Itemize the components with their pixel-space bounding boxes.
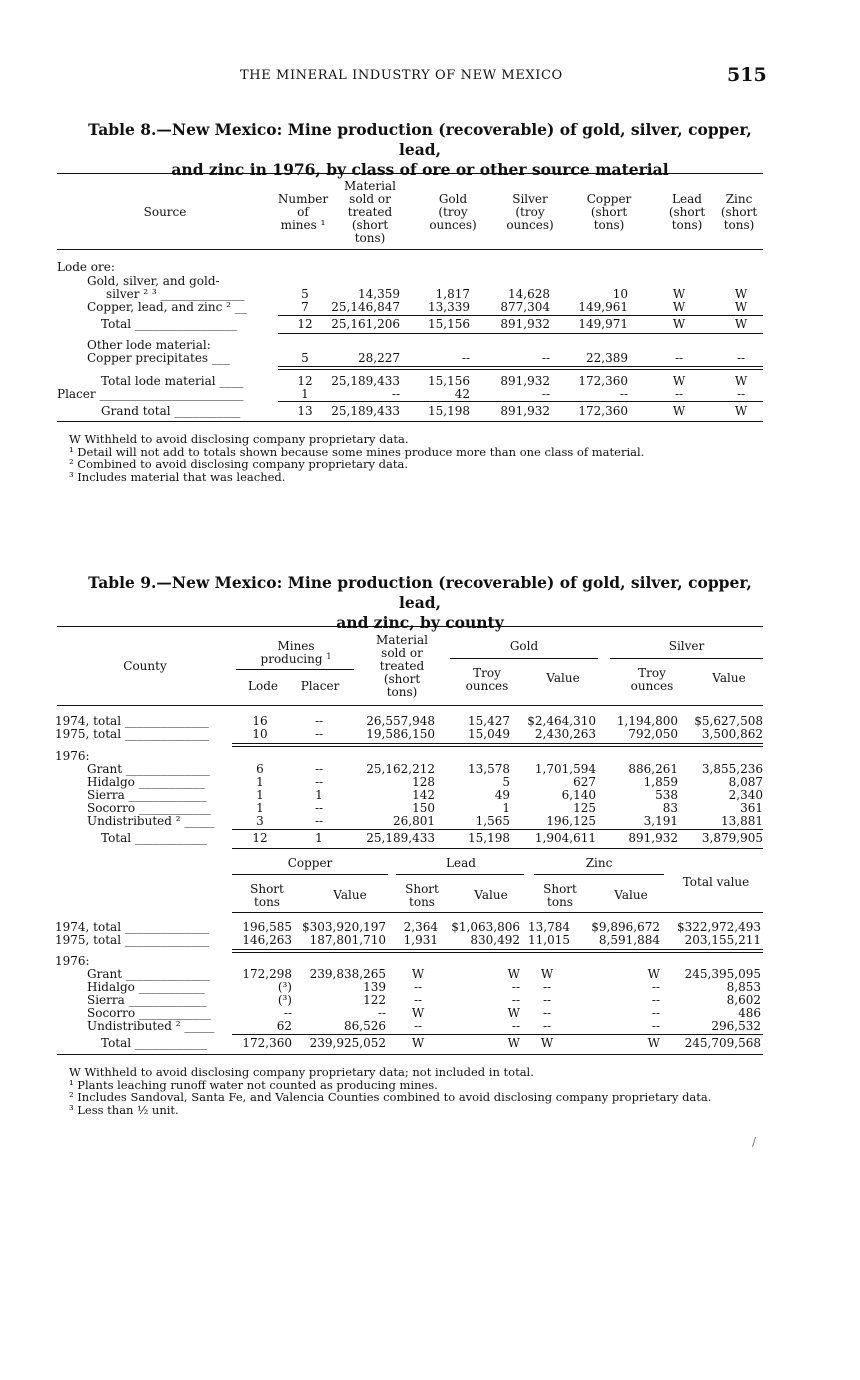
- t8-row-gsg-cell-2: 1,817: [435, 287, 470, 301]
- t9b-1974-label: 1974, total ______________: [55, 920, 209, 934]
- t8-row-grand-cell-2: 15,198: [428, 404, 470, 418]
- t9-total-label: Total ____________: [101, 831, 207, 845]
- t9-row-1975-cell-0: 10: [252, 727, 268, 741]
- t8-row-cp-cell-4: 22,389: [586, 351, 628, 365]
- t9b-row-total-cell-6: 245,709,568: [684, 1036, 761, 1050]
- t9-lead-rule: [396, 874, 524, 875]
- t8-row-total-cell-3: 891,932: [500, 317, 550, 331]
- t9-note-1: ¹ Plants leaching runoff water not counted as producing mines.: [69, 1077, 438, 1092]
- t9-row-1975-cell-1: --: [314, 727, 324, 741]
- t9b-row-1975-cell-6: 203,155,211: [684, 933, 761, 947]
- t9b-row-1974-cell-3: $1,063,806: [451, 920, 520, 934]
- t9-head-lead: Lead: [446, 856, 476, 870]
- t9-row-sierra-cell-6: 2,340: [728, 788, 763, 802]
- t9b-row-1975-cell-3: 830,492: [470, 933, 520, 947]
- t8-row-tlm-cell-0: 12: [297, 374, 313, 388]
- t9-row-sierra-cell-5: 538: [655, 788, 678, 802]
- table8-title: [70, 120, 770, 180]
- t9b-row-sierra-cell-5: --: [651, 993, 660, 1007]
- t9b-row-socorro-cell-3: W: [507, 1006, 520, 1020]
- t8-sum-rule-4: [278, 369, 763, 370]
- t8-row-grand-cell-0: 13: [297, 404, 313, 418]
- t9b-undist-label: Undistributed ² _____: [87, 1019, 215, 1033]
- t9-row-undistributed-cell-2: 26,801: [393, 814, 435, 828]
- t9b-row-grant-cell-1: 239,838,265: [309, 967, 386, 981]
- t8-head-source: Source: [143, 205, 187, 219]
- t9b-row-undistributed-cell-5: --: [651, 1019, 660, 1033]
- t9-row-1975-cell-4: 2,430,263: [534, 727, 596, 741]
- t8-head-zinc: Zinc (short tons): [720, 192, 758, 232]
- t9-undist-label: Undistributed ² _____: [87, 814, 215, 828]
- t9b-row-socorro-cell-6: 486: [738, 1006, 761, 1020]
- table8-notes: [57, 433, 763, 483]
- t9b-row-undistributed-cell-3: --: [511, 1019, 520, 1033]
- t8-head-lead: Lead (short tons): [668, 192, 706, 232]
- t9b-row-hidalgo-cell-0: (³): [277, 980, 292, 994]
- t9-row-grant-cell-1: --: [314, 762, 324, 776]
- t9b-row-1974-cell-5: $9,896,672: [591, 920, 660, 934]
- t9b-row-grant-cell-3: W: [507, 967, 520, 981]
- t9b-row-sierra-cell-4: --: [542, 993, 552, 1007]
- table9-bottom-rule: [57, 1054, 763, 1055]
- t9-head-gold-value: Value: [546, 671, 580, 685]
- t9-row-socorro-cell-5: 83: [662, 801, 678, 815]
- t9-row-socorro-cell-3: 1: [502, 801, 510, 815]
- t9b-row-hidalgo-cell-5: --: [651, 980, 660, 994]
- t9b-row-undistributed-cell-2: --: [413, 1019, 423, 1033]
- t9-row-socorro-cell-4: 125: [573, 801, 596, 815]
- t8-row-gsg-cell-0: 5: [301, 287, 309, 301]
- t8-clz-label: Copper, lead, and zinc ² __: [87, 300, 247, 314]
- table9-title-line1: Table 9.—New Mexico: Mine production (recoverable) of gold, silver, copper, lead,: [88, 573, 752, 612]
- t9-row-1974-cell-3: 15,427: [468, 714, 510, 728]
- t9-row-1975-cell-6: 3,500,862: [701, 727, 763, 741]
- t8-row-clz-cell-2: 13,339: [428, 300, 470, 314]
- t9b-row-hidalgo-cell-2: --: [413, 980, 423, 994]
- t9-row-total-cell-2: 25,189,433: [366, 831, 435, 845]
- t8-row-grand-cell-6: W: [734, 404, 748, 418]
- t8-row-total-cell-4: 149,971: [578, 317, 628, 331]
- t8-row-clz-cell-5: W: [672, 300, 686, 314]
- t9-1974-label: 1974, total ______________: [55, 714, 209, 728]
- t9b-row-1975-cell-4: 11,015: [528, 933, 570, 947]
- t9-row-grant-cell-0: 6: [256, 762, 264, 776]
- t9-row-hidalgo-cell-0: 1: [256, 775, 264, 789]
- t9-row-undistributed-cell-3: 1,565: [475, 814, 510, 828]
- t9-grant-label: Grant ______________: [87, 762, 210, 776]
- t9b-row-1974-cell-0: 196,585: [242, 920, 292, 934]
- t9b-row-1974-cell-1: $303,920,197: [302, 920, 386, 934]
- t8-other-lode: Other lode material:: [87, 338, 211, 352]
- t8-note-3: ³ Includes material that was leached.: [69, 469, 286, 484]
- t9-row-hidalgo-cell-5: 1,859: [643, 775, 678, 789]
- t9-head-silver-troy: Troy ounces: [630, 666, 674, 693]
- t8-total-label: Total _________________: [101, 317, 237, 331]
- t9-mines-rule: [236, 669, 354, 670]
- t9-head-lead-tons: Short tons: [405, 882, 439, 909]
- t9-head-lode: Lode: [248, 679, 278, 693]
- t9-row-hidalgo-cell-2: 128: [412, 775, 435, 789]
- t9b-row-total-cell-4: W: [540, 1036, 554, 1050]
- t9b-hidalgo-label: Hidalgo ___________: [87, 980, 205, 994]
- t8-row-grand-cell-3: 891,932: [500, 404, 550, 418]
- t9b-row-1974-cell-2: 2,364: [403, 920, 438, 934]
- t8-row-placer-cell-1: --: [391, 387, 400, 401]
- t8-row-clz-cell-3: 877,304: [500, 300, 550, 314]
- t9-row-undistributed-cell-0: 3: [256, 814, 264, 828]
- t9b-1975-label: 1975, total ______________: [55, 933, 209, 947]
- t9-row-socorro-cell-0: 1: [256, 801, 264, 815]
- t8-row-grand-cell-4: 172,360: [578, 404, 628, 418]
- t9b-row-1975-cell-2: 1,931: [403, 933, 438, 947]
- t8-row-placer-cell-5: --: [674, 387, 684, 401]
- t9b-row-grant-cell-5: W: [647, 967, 660, 981]
- t9-gold-rule: [450, 658, 598, 659]
- t9-head-gold: Gold: [509, 639, 539, 653]
- t9-row-total-cell-5: 891,932: [628, 831, 678, 845]
- t9b-row-grant-cell-6: 245,395,095: [684, 967, 761, 981]
- t9-head-copper: Copper: [287, 856, 333, 870]
- t8-sum-rule-5: [278, 401, 763, 402]
- t9b-socorro-label: Socorro ____________: [87, 1006, 211, 1020]
- t8-sum-rule-3: [278, 366, 763, 367]
- t8-row-placer-cell-3: --: [541, 387, 550, 401]
- t9b-row-total-cell-3: W: [507, 1036, 520, 1050]
- t8-gsg-label2: silver ² ³ ______________: [106, 287, 245, 301]
- t9b-row-undistributed-cell-1: 86,526: [344, 1019, 386, 1033]
- t9b-total-label: Total ____________: [101, 1036, 207, 1050]
- t8-row-tlm-cell-4: 172,360: [578, 374, 628, 388]
- t8-row-placer-cell-2: 42: [454, 387, 470, 401]
- running-head: [0, 66, 860, 88]
- t9-row-1974-cell-4: $2,464,310: [527, 714, 596, 728]
- t8-row-grand-cell-1: 25,189,433: [331, 404, 400, 418]
- t9-socorro-label: Socorro ____________: [87, 801, 211, 815]
- t9b-row-grant-cell-0: 172,298: [242, 967, 292, 981]
- table9-title-line2: and zinc, by county: [336, 613, 504, 632]
- t9-row-grant-cell-4: 1,701,594: [534, 762, 596, 776]
- t9-row-grant-cell-2: 25,162,212: [366, 762, 435, 776]
- t9b-rule-b: [232, 952, 763, 953]
- t9-head-gold-troy: Troy ounces: [465, 666, 509, 693]
- t8-row-placer-cell-0: 1: [301, 387, 309, 401]
- t8-lode-ore: Lode ore:: [57, 260, 115, 274]
- t9b-row-hidalgo-cell-3: --: [511, 980, 520, 994]
- t8-row-cp-cell-2: --: [461, 351, 470, 365]
- t9-note-3: ³ Less than ½ unit.: [69, 1102, 179, 1117]
- t9b-row-undistributed-cell-4: --: [542, 1019, 552, 1033]
- t9-head-total-value: Total value: [682, 875, 750, 889]
- t9b-row-1974-cell-6: $322,972,493: [677, 920, 761, 934]
- page-number: 515: [727, 64, 767, 86]
- t8-row-clz-cell-6: W: [734, 300, 748, 314]
- t9b-row-1975-cell-1: 187,801,710: [309, 933, 386, 947]
- t9b-row-sierra-cell-6: 8,602: [726, 993, 761, 1007]
- t9-row-socorro-cell-6: 361: [740, 801, 763, 815]
- t9-head-county: County: [123, 659, 167, 673]
- t8-row-total-cell-2: 15,156: [428, 317, 470, 331]
- t9-row-sierra-cell-3: 49: [494, 788, 510, 802]
- t9-row-total-cell-0: 12: [252, 831, 268, 845]
- margin-mark: /: [752, 1135, 757, 1149]
- table8-title-line2: and zinc in 1976, by class of ore or other source material: [171, 160, 669, 179]
- t8-row-placer-cell-4: --: [619, 387, 628, 401]
- t9-top-rule-c: [232, 829, 763, 830]
- t9b-row-undistributed-cell-6: 296,532: [711, 1019, 761, 1033]
- t9-row-hidalgo-cell-3: 5: [502, 775, 510, 789]
- t9-silver-rule: [610, 658, 763, 659]
- t8-row-placer-cell-6: --: [736, 387, 746, 401]
- table8-header-rule: [57, 249, 763, 250]
- t9-head-zinc-tons: Short tons: [543, 882, 577, 909]
- t9-head-silver: Silver: [668, 639, 705, 653]
- t8-note-1: ¹ Detail will not add to totals shown because some mines produce more than one class of material.: [69, 444, 645, 459]
- t9-head-lead-value: Value: [474, 888, 508, 902]
- t9-head-placer: Placer: [300, 679, 340, 693]
- t9-row-sierra-cell-2: 142: [412, 788, 435, 802]
- t9-row-1974-cell-6: $5,627,508: [694, 714, 763, 728]
- t9-note-2: ² Includes Sandoval, Santa Fe, and Valencia Counties combined to avoid disclosing company proprietary data.: [69, 1090, 712, 1104]
- t9-row-1974-cell-0: 16: [252, 714, 268, 728]
- t9-head-copper-tons: Short tons: [250, 882, 284, 909]
- t8-sum-rule-1: [278, 315, 763, 316]
- t9b-row-sierra-cell-2: --: [413, 993, 423, 1007]
- table9-notes: [57, 1066, 763, 1116]
- t8-note-w: W Withheld to avoid disclosing company proprietary data.: [69, 432, 409, 446]
- t9-row-1975-cell-2: 19,586,150: [366, 727, 435, 741]
- t9-row-sierra-cell-1: 1: [315, 788, 323, 802]
- t9-row-1974-cell-2: 26,557,948: [366, 714, 435, 728]
- t8-row-tlm-cell-1: 25,189,433: [331, 374, 400, 388]
- t9b-row-total-cell-2: W: [411, 1036, 425, 1050]
- t9b-row-socorro-cell-4: --: [542, 1006, 552, 1020]
- t9b-sierra-label: Sierra _____________: [87, 993, 207, 1007]
- t9b-row-socorro-cell-5: --: [651, 1006, 660, 1020]
- t8-head-gold: Gold (troy ounces): [429, 192, 477, 232]
- table9-header-rule: [57, 705, 763, 706]
- t9-head-silver-value: Value: [712, 671, 746, 685]
- t9-row-hidalgo-cell-4: 627: [573, 775, 596, 789]
- t9b-rule-c: [232, 1034, 763, 1035]
- t8-row-cp-cell-5: --: [674, 351, 684, 365]
- t8-row-cp-cell-3: --: [541, 351, 550, 365]
- running-title: THE MINERAL INDUSTRY OF NEW MEXICO: [240, 68, 563, 83]
- t9b-row-total-cell-5: W: [647, 1036, 660, 1050]
- t9-row-1975-cell-3: 15,049: [468, 727, 510, 741]
- t8-placer-label: Placer ________________________: [57, 387, 244, 401]
- t9-top-rule-b: [232, 746, 763, 747]
- t8-tlm-label: Total lode material ____: [101, 374, 244, 388]
- t9-row-sierra-cell-0: 1: [256, 788, 264, 802]
- table9-title: [70, 573, 770, 633]
- table8-bottom-rule: [57, 421, 763, 422]
- t8-row-gsg-cell-3: 14,628: [508, 287, 550, 301]
- t8-row-cp-cell-1: 28,227: [358, 351, 400, 365]
- t8-row-total-cell-5: W: [672, 317, 686, 331]
- t9-top-rule-a: [232, 743, 763, 744]
- t9b-rule-a: [232, 949, 763, 950]
- t8-row-cp-cell-6: --: [736, 351, 746, 365]
- t8-head-silver: Silver (troy ounces): [506, 192, 554, 232]
- t9-sierra-label: Sierra _____________: [87, 788, 207, 802]
- t9-head-copper-value: Value: [333, 888, 367, 902]
- t9b-row-hidalgo-cell-6: 8,853: [726, 980, 761, 994]
- t9-head-material: Material sold or treated (short tons): [376, 633, 428, 699]
- t8-head-mines: Number of mines ¹: [277, 192, 329, 232]
- t9b-row-total-cell-1: 239,925,052: [309, 1036, 386, 1050]
- t8-head-copper: Copper (short tons): [586, 192, 632, 232]
- t9b-row-sierra-cell-0: (³): [277, 993, 292, 1007]
- t9-row-1974-cell-5: 1,194,800: [616, 714, 678, 728]
- t8-row-total-cell-6: W: [734, 317, 748, 331]
- table8-top-rule: [57, 173, 763, 174]
- t9-note-w: W Withheld to avoid disclosing company proprietary data; not included in total.: [69, 1065, 534, 1079]
- t9-row-hidalgo-cell-1: --: [314, 775, 324, 789]
- t9-row-total-cell-1: 1: [315, 831, 323, 845]
- t8-row-tlm-cell-2: 15,156: [428, 374, 470, 388]
- t8-row-gsg-cell-4: 10: [612, 287, 628, 301]
- t9b-row-socorro-cell-0: --: [283, 1006, 292, 1020]
- t9b-row-undistributed-cell-0: 62: [276, 1019, 292, 1033]
- t9b-row-grant-cell-2: W: [411, 967, 425, 981]
- t9-row-total-cell-3: 15,198: [468, 831, 510, 845]
- t8-cp-label: Copper precipitates ___: [87, 351, 230, 365]
- t8-sum-rule-2: [278, 333, 763, 334]
- t9-row-socorro-cell-1: --: [314, 801, 324, 815]
- t9-zinc-rule: [534, 874, 664, 875]
- t9-row-grant-cell-3: 13,578: [468, 762, 510, 776]
- t9b-row-hidalgo-cell-4: --: [542, 980, 552, 994]
- t9-head-zinc: Zinc: [585, 856, 613, 870]
- t9b-row-grant-cell-4: W: [540, 967, 554, 981]
- t8-row-cp-cell-0: 5: [301, 351, 309, 365]
- t8-gsg-label1: Gold, silver, and gold-: [87, 274, 220, 288]
- t8-head-material: Material sold or treated (short tons): [344, 179, 396, 245]
- t9-row-1974-cell-1: --: [314, 714, 324, 728]
- t9-row-undistributed-cell-1: --: [314, 814, 324, 828]
- t9-row-sierra-cell-4: 6,140: [561, 788, 596, 802]
- t9-hidalgo-label: Hidalgo ___________: [87, 775, 205, 789]
- t9-row-1975-cell-5: 792,050: [628, 727, 678, 741]
- t9b-row-total-cell-0: 172,360: [242, 1036, 292, 1050]
- t9b-row-1974-cell-4: 13,784: [528, 920, 570, 934]
- t9b-grant-label: Grant ______________: [87, 967, 210, 981]
- t9b-row-1975-cell-0: 146,263: [242, 933, 292, 947]
- t9-bottom-header-rule: [232, 912, 763, 913]
- t8-grand-label: Grand total ___________: [101, 404, 241, 418]
- t9-head-zinc-value: Value: [614, 888, 648, 902]
- t9-copper-rule: [232, 874, 388, 875]
- t9-top-rule-d: [232, 848, 763, 849]
- t8-row-gsg-cell-6: W: [734, 287, 748, 301]
- t9-row-undistributed-cell-4: 196,125: [546, 814, 596, 828]
- t8-row-gsg-cell-1: 14,359: [358, 287, 400, 301]
- t8-row-tlm-cell-3: 891,932: [500, 374, 550, 388]
- t9-row-hidalgo-cell-6: 8,087: [728, 775, 763, 789]
- t9-year-1976: 1976:: [55, 749, 90, 763]
- t9-row-undistributed-cell-6: 13,881: [721, 814, 763, 828]
- t9b-row-1975-cell-5: 8,591,884: [598, 933, 660, 947]
- t9b-row-sierra-cell-3: --: [511, 993, 520, 1007]
- t8-row-clz-cell-4: 149,961: [578, 300, 628, 314]
- t9-row-socorro-cell-2: 150: [412, 801, 435, 815]
- t8-row-total-cell-1: 25,161,206: [331, 317, 400, 331]
- t9-row-total-cell-6: 3,879,905: [701, 831, 763, 845]
- t9-head-mines: Mines producing $^1$: [260, 639, 332, 666]
- t8-row-clz-cell-1: 25,146,847: [331, 300, 400, 314]
- t8-note-2: ² Combined to avoid disclosing company proprietary data.: [69, 457, 408, 471]
- t9-row-undistributed-cell-5: 3,191: [643, 814, 678, 828]
- t9b-row-hidalgo-cell-1: 139: [363, 980, 386, 994]
- t8-row-clz-cell-0: 7: [301, 300, 309, 314]
- t8-row-grand-cell-5: W: [672, 404, 686, 418]
- t9b-year-1976: 1976:: [55, 954, 90, 968]
- t9-row-total-cell-4: 1,904,611: [534, 831, 596, 845]
- t9b-row-socorro-cell-1: --: [377, 1006, 386, 1020]
- t9b-row-sierra-cell-1: 122: [363, 993, 386, 1007]
- t9-row-grant-cell-6: 3,855,236: [701, 762, 763, 776]
- table9-top-rule: [57, 626, 763, 627]
- t8-row-gsg-cell-5: W: [672, 287, 686, 301]
- t8-row-total-cell-0: 12: [297, 317, 313, 331]
- t9-row-grant-cell-5: 886,261: [628, 762, 678, 776]
- t9b-row-socorro-cell-2: W: [411, 1006, 425, 1020]
- t8-row-tlm-cell-5: W: [672, 374, 686, 388]
- t8-row-tlm-cell-6: W: [734, 374, 748, 388]
- t9-1975-label: 1975, total ______________: [55, 727, 209, 741]
- table8-title-line1: Table 8.—New Mexico: Mine production (recoverable) of gold, silver, copper, lead,: [88, 120, 752, 159]
